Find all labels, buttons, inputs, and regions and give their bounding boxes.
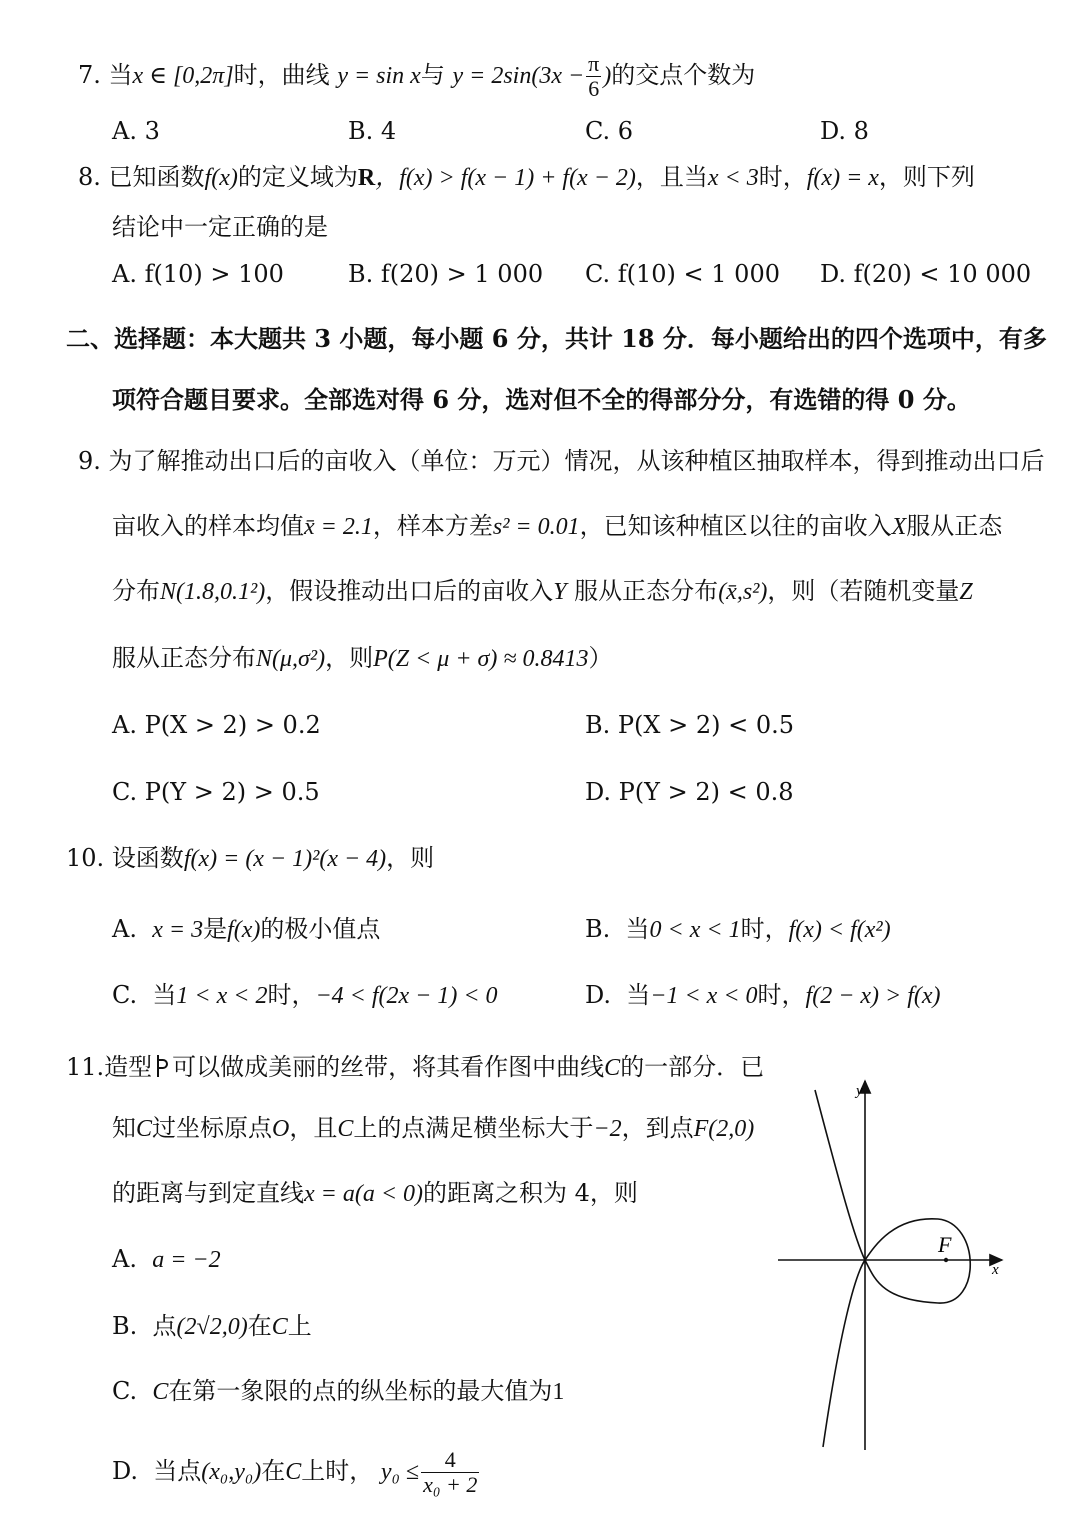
curve-c [815,1090,970,1447]
q10-option-a-math: x = 3 [152,917,204,943]
q9-text: 为了解推动出口后的亩收入（单位：万元）情况，从该种植区抽取样本，得到推动出口后 [108,447,1045,475]
q8-math-ineq: ，f(x) > f(x − 1) + f(x − 2) [375,165,636,191]
q9-text: ，则（若随机变量 [767,577,960,605]
q11-math-C: C [152,1379,169,1405]
q11-text: 上的点满足横坐标大于 [353,1114,594,1142]
q9-text: ，假设推动出口后的亩收入 [265,577,554,605]
q10-stem [66,841,434,876]
q8-text: 时， [758,163,807,191]
q7-option-a: A. 3 [112,117,160,145]
q11-option-b [112,1309,312,1344]
q7-option-c: C. 6 [585,117,634,145]
q7-number: 7. [78,61,101,89]
q9-text: 亩收入的样本均值 [112,512,304,540]
q9-math-Z: Z [959,579,973,605]
focus-label: F [938,1232,952,1257]
q7-frac-den: 6 [588,76,600,101]
q10-option-a-text: 是 [203,915,228,943]
q11-option-b-math: (2√2,0) [176,1314,248,1340]
q11-option-c-text: 在第一象限的点的纵坐标的最大值为 [168,1377,553,1405]
q11-option-d-label: D. [112,1457,139,1485]
q8-text: 已知函数 [108,163,205,191]
x-axis-label: x [992,1262,999,1278]
q11-math-C: C [136,1116,153,1142]
q9-text: 服从正态分布 [566,577,719,605]
q11-text: 知 [112,1114,136,1142]
q10-text: 设函数 [111,844,184,872]
q9-math-distX: N(1.8,0.1²) [160,579,266,605]
q11-option-d-fraction [421,1448,479,1497]
q10-option-a [112,912,380,947]
q10-option-c-text: 当 [152,981,177,1009]
q11-option-d-num: 4 [421,1448,479,1473]
q11-math-C: C [337,1116,354,1142]
q11-text: 过坐标原点 [152,1114,273,1142]
q9-stem-line2 [112,509,1002,544]
q10-option-c [112,978,498,1013]
q9-math-X: X [891,514,907,540]
q11-math-xa: x = a(a < 0) [304,1181,424,1207]
q11-option-d-text3: 上时， [301,1457,374,1485]
q9-text: ，样本方差 [372,512,493,540]
q8-stem-line2: 结论中一定正确的是 [112,213,328,241]
q10-option-d-math2: f(2 − x) > f(x) [805,983,941,1009]
q11-math-C: C [604,1055,621,1081]
q9-text: 服从正态分布 [112,644,256,672]
q9-text: ，则 [325,644,374,672]
q11-option-b-text3: 上 [287,1312,312,1340]
q9-option-b: B. P(X > 2) < 0.5 [585,711,795,739]
q10-option-d [585,978,941,1013]
q11-option-d-lhs: y₀ ≤ [380,1459,420,1485]
q11-text: 造型 [104,1053,153,1081]
q8-math: f(x) [204,165,238,191]
q11-math-C: C [271,1314,288,1340]
q10-option-d-text: 当 [626,981,651,1009]
q7-option-d: D. 8 [820,117,869,145]
ribbon-shape-icon [156,1055,168,1077]
q9-math-mean: x̄ = 2.1 [304,514,373,540]
q10-option-c-label: C. [112,981,138,1009]
q10-number: 10. [66,844,105,872]
q7-text: 当 [108,61,133,89]
q7-stem [78,52,755,101]
q11-option-d-den: x₀ + 2 [423,1472,478,1497]
q8-option-c: C. f(10) < 1 000 [585,260,780,288]
q11-stem [66,1050,764,1085]
q11-option-d [112,1448,481,1497]
q8-option-b: B. f(20) > 1 000 [348,260,544,288]
q11-option-b-text: 点 [152,1312,177,1340]
q9-option-d: D. P(Y > 2) < 0.8 [585,778,794,806]
q9-math-distZ: N(μ,σ²) [256,646,326,672]
q11-option-b-text2: 在 [247,1312,272,1340]
q7-fraction [586,52,601,101]
q8-text: ，且当 [635,163,708,191]
q10-option-b-math2: f(x) < f(x²) [788,917,891,943]
q10-math-func: f(x) = (x − 1)²(x − 4) [183,846,387,872]
q9-math-distY: (x̄,s²) [718,579,768,605]
q9-math-Y: Y [553,579,567,605]
y-axis-label: y [856,1083,863,1099]
q8-math-cond: x < 3 [707,165,759,191]
section2-heading-line2: 项符合题目要求。全部选对得 6 分，选对但不全的得部分分，有选错的得 0 分。 [112,385,971,414]
focus-point [944,1258,948,1262]
q7-text: 时，曲线 [233,61,330,89]
q11-number: 11. [66,1053,105,1081]
q8-option-d: D. f(20) < 10 000 [820,260,1032,288]
q11-math-O: O [272,1116,290,1142]
q9-text: 服从正态 [906,512,1003,540]
q11-math-C: C [285,1459,302,1485]
q11-option-d-math: (x₀,y₀) [201,1459,262,1485]
q11-math-neg2: −2 [593,1116,622,1142]
q10-option-d-math: −1 < x < 0 [650,983,758,1009]
q7-text: 的交点个数为 [611,61,756,89]
q8-math-R: R [357,165,376,191]
q10-option-b-text2: 时， [740,915,789,943]
section2-heading: 二、选择题：本大题共 3 小题，每小题 6 分，共计 18 分．每小题给出的四个选项中，有多 [66,324,1047,353]
q11-text: ，到点 [621,1114,694,1142]
q8-option-a: A. f(10) > 100 [112,260,284,288]
q10-option-c-math2: −4 < f(2x − 1) < 0 [315,983,498,1009]
q8-number: 8. [78,163,101,191]
q9-option-c: C. P(Y > 2) > 0.5 [112,778,320,806]
q9-text: ，已知该种植区以往的亩收入 [579,512,892,540]
q9-math-prob: P(Z < μ + σ) ≈ 0.8413 [373,646,589,672]
q10-option-c-math: 1 < x < 2 [176,983,268,1009]
q8-stem [78,160,975,195]
q11-text: 可以做成美丽的丝带，将其看作图中曲线 [172,1053,605,1081]
q11-text: 的距离之积为 4，则 [423,1179,638,1207]
q11-option-c-label: C. [112,1377,138,1405]
q10-option-a-label: A. [112,915,137,943]
q11-option-a-math: a = −2 [152,1247,221,1273]
q11-stem-line2 [112,1111,754,1146]
q10-text: ，则 [386,844,435,872]
q9-math-var: s² = 0.01 [492,514,580,540]
q10-option-c-text2: 时， [267,981,316,1009]
q7-math-curve2: y = 2sin(3x − [452,63,585,89]
q10-option-b [585,912,891,947]
q11-curve-figure [770,1075,1010,1455]
q7-option-b: B. 4 [348,117,397,145]
q10-option-d-label: D. [585,981,612,1009]
q10-option-d-text2: 时， [757,981,806,1009]
q11-option-c-num: 1 [552,1379,565,1405]
q8-text: 的定义域为 [237,163,358,191]
q10-option-b-text: 当 [625,915,650,943]
q11-text: 的一部分．已 [620,1053,765,1081]
q11-option-d-text: 当点 [153,1457,202,1485]
q7-math-cond: x ∈ [0,2π] [132,63,234,89]
q9-stem-line4 [112,641,613,676]
q10-option-b-label: B. [585,915,611,943]
q9-text: 分布 [112,577,160,605]
q11-option-b-label: B. [112,1312,138,1340]
q9-stem [78,444,1045,478]
q10-option-a-text2: 的极小值点 [260,915,381,943]
q9-option-a: A. P(X > 2) > 0.2 [112,711,321,739]
q11-option-a-label: A. [112,1245,137,1273]
q9-text: ） [588,644,613,672]
q9-number: 9. [78,447,101,475]
q11-math-F: F(2,0) [693,1116,755,1142]
q11-text: 的距离与到定直线 [112,1179,304,1207]
q8-math-def: f(x) = x [806,165,879,191]
q11-option-c [112,1374,564,1409]
q7-math-curve2-close: ) [603,63,612,89]
q7-math-curve1: y = sin x [337,63,421,89]
q11-option-a [112,1242,221,1277]
q8-text: ，则下列 [878,163,975,191]
q7-frac-num: π [588,51,600,76]
q7-text: 与 [420,61,445,89]
q11-stem-line3 [112,1176,638,1211]
q10-option-b-math: 0 < x < 1 [649,917,741,943]
q9-stem-line3 [112,574,973,609]
q10-option-a-math2: f(x) [227,917,261,943]
q11-option-d-text2: 在 [261,1457,286,1485]
q11-text: ，且 [289,1114,338,1142]
